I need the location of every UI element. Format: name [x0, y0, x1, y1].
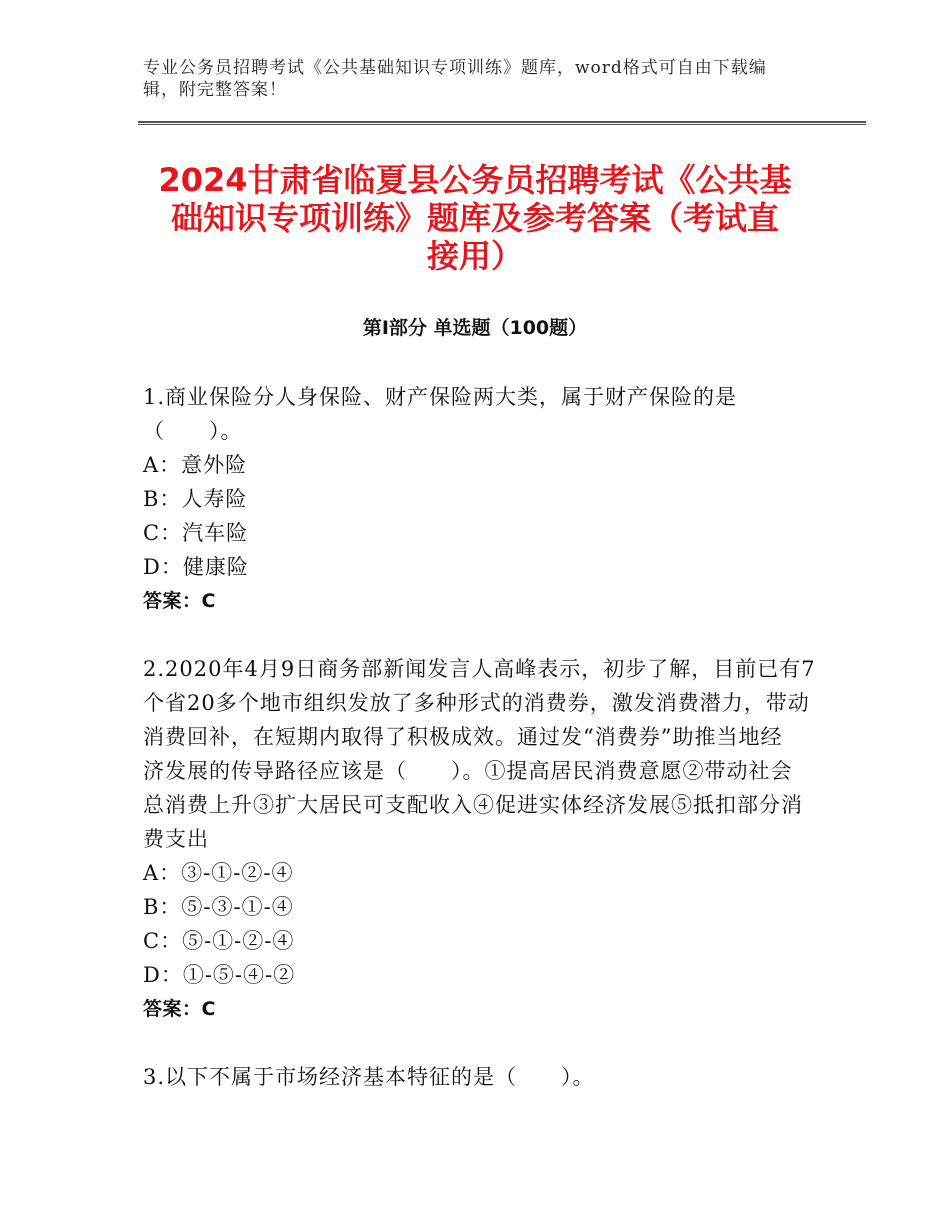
- header-note: [143, 57, 767, 101]
- question-list: [143, 380, 843, 1094]
- question-2: [143, 652, 843, 1026]
- option-a: A：③-①-②-④: [143, 861, 294, 885]
- answer-value: C: [201, 998, 216, 1020]
- option-b: B：⑤-③-①-④: [143, 895, 294, 919]
- question-1: [143, 380, 843, 618]
- answer-line: [143, 584, 843, 618]
- option-c: C：⑤-①-②-④: [143, 929, 295, 953]
- answer-value: C: [201, 590, 216, 612]
- section-heading: 第Ⅰ部分 单选题（100题）: [362, 317, 588, 339]
- option-b: B：人寿险: [143, 487, 248, 511]
- header-note-line: 专业公务员招聘考试《公共基础知识专项训练》题库，word格式可自由下载编: [143, 58, 767, 78]
- question-stem-line: 2.2020年4月9日商务部新闻发言人高峰表示，初步了解，目前已有7: [143, 657, 816, 681]
- question-stem-line: 总消费上升③扩大居民可支配收入④促进实体经济发展⑤抵扣部分消: [143, 793, 803, 817]
- header-note-line: 辑，附完整答案！: [143, 80, 287, 100]
- answer-label: 答案：: [143, 998, 202, 1020]
- title-line: 接用）: [426, 237, 523, 275]
- question-stem: [143, 380, 843, 448]
- header-divider: [138, 121, 866, 125]
- question-stem-line: 1.商业保险分人身保险、财产保险两大类，属于财产保险的是: [143, 385, 738, 409]
- question-stem-line: 3.以下不属于市场经济基本特征的是（ ）。: [143, 1065, 595, 1089]
- question-stem: [143, 652, 843, 856]
- question-3: [143, 1060, 843, 1094]
- title-line: 础知识专项训练》题库及参考答案（考试直: [170, 199, 779, 237]
- question-stem-line: （ ）。: [143, 419, 243, 443]
- question-stem-line: 消费回补，在短期内取得了积极成效。通过发“消费券”助推当地经: [143, 725, 783, 749]
- question-stem-line: 个省20多个地市组织发放了多种形式的消费券，激发消费潜力，带动: [143, 691, 810, 715]
- question-stem: [143, 1060, 843, 1094]
- title-line: 2024甘肃省临夏县公务员招聘考试《公共基: [158, 161, 792, 199]
- question-stem-line: 费支出: [143, 827, 209, 851]
- answer-line: [143, 992, 843, 1026]
- option-d: D：①-⑤-④-②: [143, 963, 296, 987]
- document-title: [0, 161, 950, 275]
- answer-label: 答案：: [143, 590, 202, 612]
- question-stem-line: 济发展的传导路径应该是（ ）。①提高居民消费意愿②带动社会: [143, 759, 793, 783]
- option-a: A：意外险: [143, 453, 248, 477]
- option-d: D：健康险: [143, 555, 249, 579]
- option-c: C：汽车险: [143, 521, 249, 545]
